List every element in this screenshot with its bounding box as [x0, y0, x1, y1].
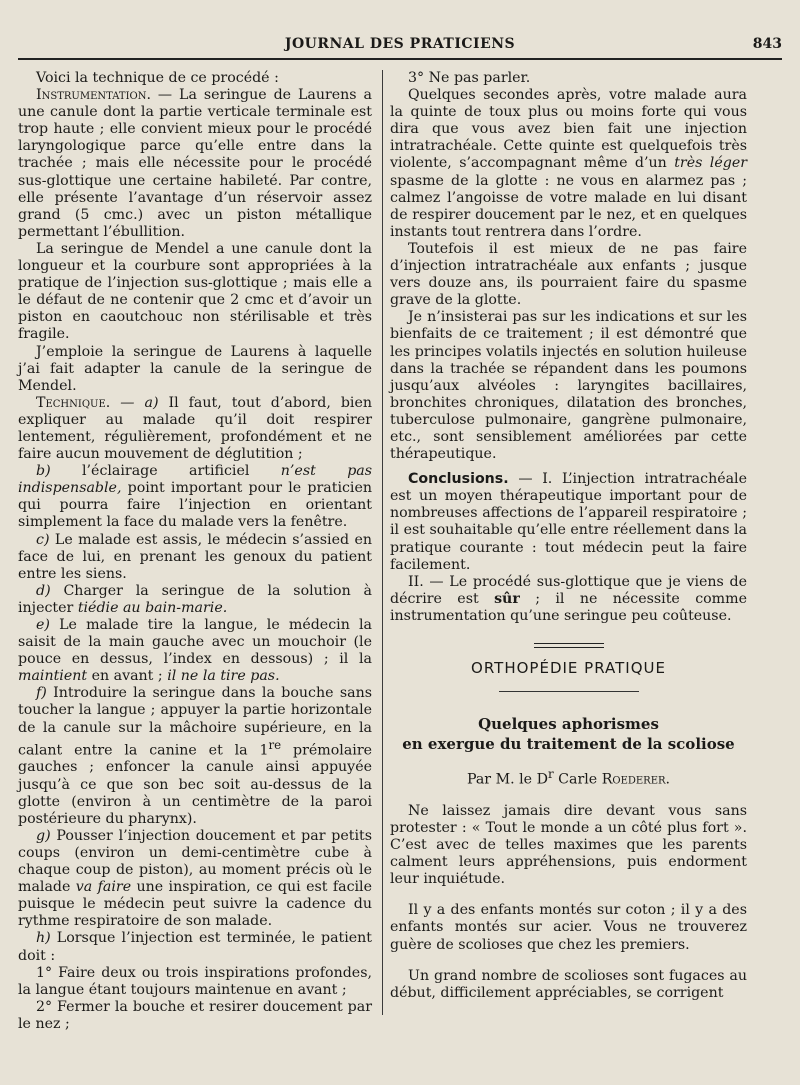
paragraph: La seringue de Mendel a une canule dont la longueur et la courbure sont appropriées à la pratique de l’injection sus-glottique ; mais elle a le défaut de ne contenir que 2 cmc et d’avoir un piston en caoutchouc non stérilisable et très fragile.: [18, 240, 372, 343]
right-column: [390, 70, 747, 1002]
journal-title: JOURNAL DES PRATICIENS: [284, 36, 516, 52]
paragraph: Quelques secondes après, votre malade aura la quinte de toux plus ou moins forte qui vous dira que vous avez bien fait une injection intratrachéale. Cette quinte est quelquefois très violente, s’accompagnant même d’un très léger spasme de la glotte : ne vous en alarmez pas ; calmez l’angoisse de votre malade en lui disant de respirer doucement par le nez, et en quelques instants tout rentrera dans l’ordre.: [390, 87, 747, 240]
conclusions-paragraph: Conclusions. — I. L’injection intratrachéale est un moyen thérapeutique important pour de nombreuses affections de l’appareil respiratoire ; il est souhaitable qu’elle entre réellement dans la pratique courante : tout médecin peut la faire facilement.: [390, 471, 747, 573]
page-number: 843: [752, 36, 782, 52]
article-author: Par M. le $D^r$ Carle Roederer.: [466, 767, 671, 788]
paragraph-instrumentation: Instrumentation. — La seringue de Laurens a une canule dont la partie verticale terminale est trop haute ; elle convient mieux pour le procédé laryngologique parce qu’elle entre dans la trachée ; mais elle nécessite pour le procédé sus-glottique une certaine habileté. Par contre, elle présente l’avantage d’un réservoir assez grand (5 cmc.) avec un piston métallique permettant l’ébullition.: [18, 87, 372, 240]
list-item-b: b) l’éclairage artificiel n’est pas indispensable, point important pour le praticien qui pourra faire l’injection en orientant simplement la face du malade vers la fenêtre.: [18, 463, 373, 531]
aphorism: Il y a des enfants montés sur coton ; il y a des enfants montés sur acier. Vous ne trouverez guère de scolioses que chez les premiers.: [390, 902, 747, 953]
conclusions-paragraph-2: II. — Le procédé sus-glottique que je viens de décrire est sûr ; il ne nécessite comme instrumentation qu’une seringue peu coûteuse.: [390, 573, 747, 624]
list-item-e: e) Le malade tire la langue, le médecin la saisit de la main gauche avec un mouchoir (le pouce en dessus, l’index en dessous) ; il la maintient en avant ; il ne la tire pas.: [18, 617, 372, 685]
paragraph-technique: Technique. — a) Il faut, tout d’abord, bien expliquer au malade qu’il doit respirer lentement, régulièrement, profondément et ne faire aucun mouvement de déglutition ;: [18, 394, 373, 463]
list-item-f: f) Introduire la seringue dans la bouche sans toucher la langue ; appuyer la partie horizontale de la canule sur la mâchoire supérieure, en la calant entre la canine et la 1re prémolaire gauches ; enfoncer la canule ainsi appuyée jusqu’à ce que son bec soit au-dessus de la glotte (environ à un centimètre de la paroi postérieure du pharynx).: [18, 685, 372, 827]
list-item-h: h) Lorsque l’injection est terminée, le patient doit :: [18, 930, 372, 964]
section-title: ORTHOPÉDIE PRATIQUE: [471, 659, 666, 677]
sub-item-3: 3° Ne pas parler.: [408, 70, 531, 86]
list-item-d: d) Charger la seringue de la solution à injecter tiédie au bain-marie.: [18, 582, 372, 616]
conclusions-heading: Conclusions.: [408, 471, 509, 488]
section-rule-bottom: [499, 691, 639, 692]
column-divider: [382, 70, 383, 1015]
sub-item-2: 2° Fermer la bouche et resirer doucement par le nez ;: [18, 998, 372, 1032]
sub-item-1: 1° Faire deux ou trois inspirations profondes, la langue étant toujours maintenue en avant ;: [18, 964, 372, 998]
aphorism: Ne laissez jamais dire devant vous sans protester : « Tout le monde a un côté plus fort ». C’est avec de telles maximes que les parents calment leurs appréhensions, puis endorment leur inquiétude.: [390, 802, 747, 888]
paragraph: J’emploie la seringue de Laurens à laquelle j’ai fait adapter la canule de la seringue de Mendel.: [18, 343, 372, 394]
list-item-g: g) Pousser l’injection doucement et par petits coups (environ un demi-centimètre cube à chaque coup de piston), au moment précis où le malade va faire une inspiration, ce qui est facile puisque le médecin peut suivre la cadence du rythme respiratoire de son malade.: [18, 827, 372, 930]
list-item-c: c) Le malade est assis, le médecin s’assied en face de lui, en prenant les genoux du patient entre les siens.: [18, 531, 372, 582]
paragraph: Voici la technique de ce procédé :: [36, 70, 279, 86]
article-title: Quelques aphorismes en exergue du traitement de la scoliose: [402, 715, 735, 754]
paragraph: Je n’insisterai pas sur les indications et sur les bienfaits de ce traitement ; il est démontré que les principes volatils injectés en solution huileuse dans la trachée se répandent dans les poumons jusqu’aux alvéoles : laryngites bacillaires, bronchites chroniques, dilatation des bronches, tuberculose pulmonaire, gangrène pulmonaire, etc., sont sensiblement améliorées par cette thérapeutique.: [390, 309, 747, 463]
header-rule: [18, 58, 782, 60]
aphorism: Un grand nombre de scolioses sont fugaces au début, difficilement appréciables, se corrigent: [390, 967, 747, 1001]
section-rule: [534, 643, 604, 648]
paragraph: Toutefois il est mieux de ne pas faire d’injection intratrachéale aux enfants ; jusque vers douze ans, ils pourraient faire du spasme grave de la glotte.: [390, 240, 747, 309]
section-heading: Technique.: [36, 394, 111, 411]
left-column: [18, 70, 372, 1033]
page-header: [18, 36, 782, 60]
section-heading: Instrumentation.: [36, 87, 151, 104]
